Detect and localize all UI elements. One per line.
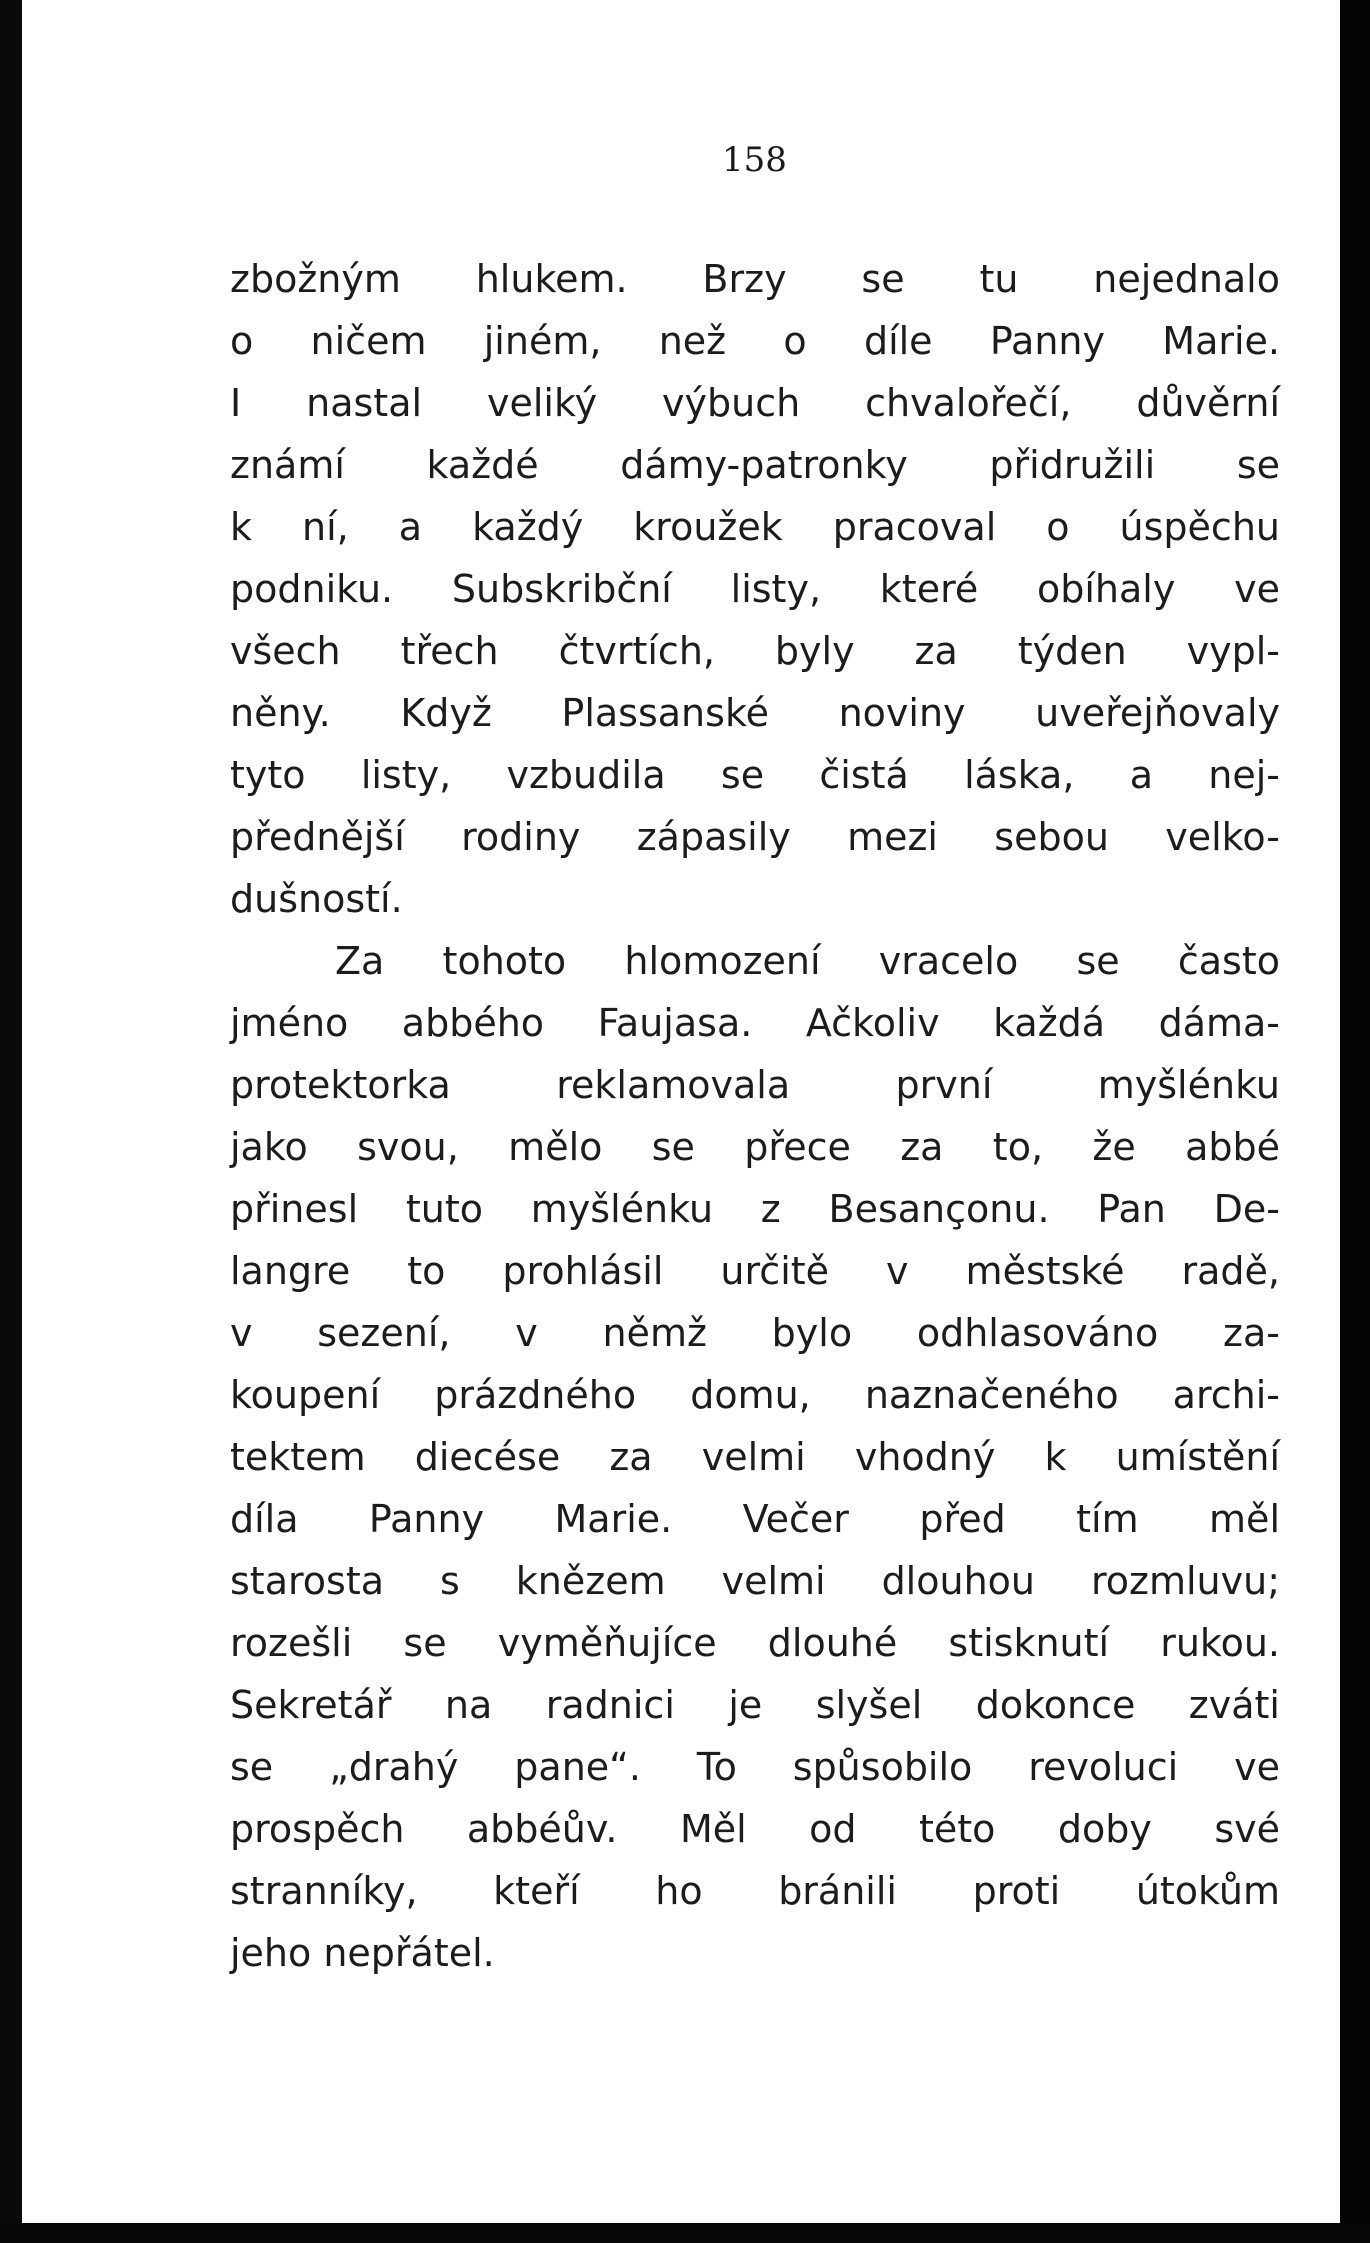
text-line: zbožným hlukem. Brzy se tu nejednalo bbox=[230, 257, 1280, 301]
scan-right-border bbox=[1340, 0, 1370, 2243]
text-line: Sekretář na radnici je slyšel dokonce zváti bbox=[230, 1683, 1280, 1727]
text-line: jako svou, mělo se přece za to, že abbé bbox=[230, 1125, 1280, 1169]
text-line: starosta s knězem velmi dlouhou rozmluvu; bbox=[230, 1559, 1280, 1603]
text-line: koupení prázdného domu, naznačeného archi- bbox=[230, 1373, 1280, 1417]
page-number: 158 bbox=[722, 140, 787, 180]
text-line: podniku. Subskribční listy, které obíhaly ve bbox=[230, 567, 1280, 611]
scan-bottom-border bbox=[0, 2223, 1370, 2243]
text-line: jméno abbého Faujasa. Ačkoliv každá dáma- bbox=[230, 1001, 1280, 1045]
text-line: přinesl tuto myšlénku z Besançonu. Pan De- bbox=[230, 1187, 1280, 1231]
text-line: díla Panny Marie. Večer před tím měl bbox=[230, 1497, 1280, 1541]
text-line: jeho nepřátel. bbox=[230, 1931, 495, 1975]
text-line: o ničem jiném, než o díle Panny Marie. bbox=[230, 319, 1280, 363]
text-line: stranníky, kteří ho bránili proti útokům bbox=[230, 1869, 1280, 1913]
text-line: všech třech čtvrtích, byly za týden vypl- bbox=[230, 629, 1280, 673]
text-line: tektem diecése za velmi vhodný k umístění bbox=[230, 1435, 1280, 1479]
text-line: langre to prohlásil určitě v městské radě, bbox=[230, 1249, 1280, 1293]
text-line: Za tohoto hlomození vracelo se často bbox=[335, 939, 1280, 983]
text-line: dušností. bbox=[230, 877, 403, 921]
text-line: protektorka reklamovala první myšlénku bbox=[230, 1063, 1280, 1107]
paragraph bbox=[230, 248, 1280, 930]
body-text bbox=[230, 248, 1280, 1984]
scan-left-border bbox=[0, 0, 22, 2243]
text-line: I nastal veliký výbuch chvalořečí, důvěrní bbox=[230, 381, 1280, 425]
text-line: přednější rodiny zápasily mezi sebou velko- bbox=[230, 815, 1280, 859]
paragraph bbox=[230, 930, 1280, 1984]
text-line: rozešli se vyměňujíce dlouhé stisknutí rukou. bbox=[230, 1621, 1280, 1665]
text-line: se „drahý pane“. To spůsobilo revoluci ve bbox=[230, 1745, 1280, 1789]
text-line: tyto listy, vzbudila se čistá láska, a nej- bbox=[230, 753, 1280, 797]
text-line: k ní, a každý kroužek pracoval o úspěchu bbox=[230, 505, 1280, 549]
text-line: v sezení, v němž bylo odhlasováno za- bbox=[230, 1311, 1280, 1355]
text-line: známí každé dámy-patronky přidružili se bbox=[230, 443, 1280, 487]
text-line: prospěch abbéův. Měl od této doby své bbox=[230, 1807, 1280, 1851]
text-line: něny. Když Plassanské noviny uveřejňovaly bbox=[230, 691, 1280, 735]
